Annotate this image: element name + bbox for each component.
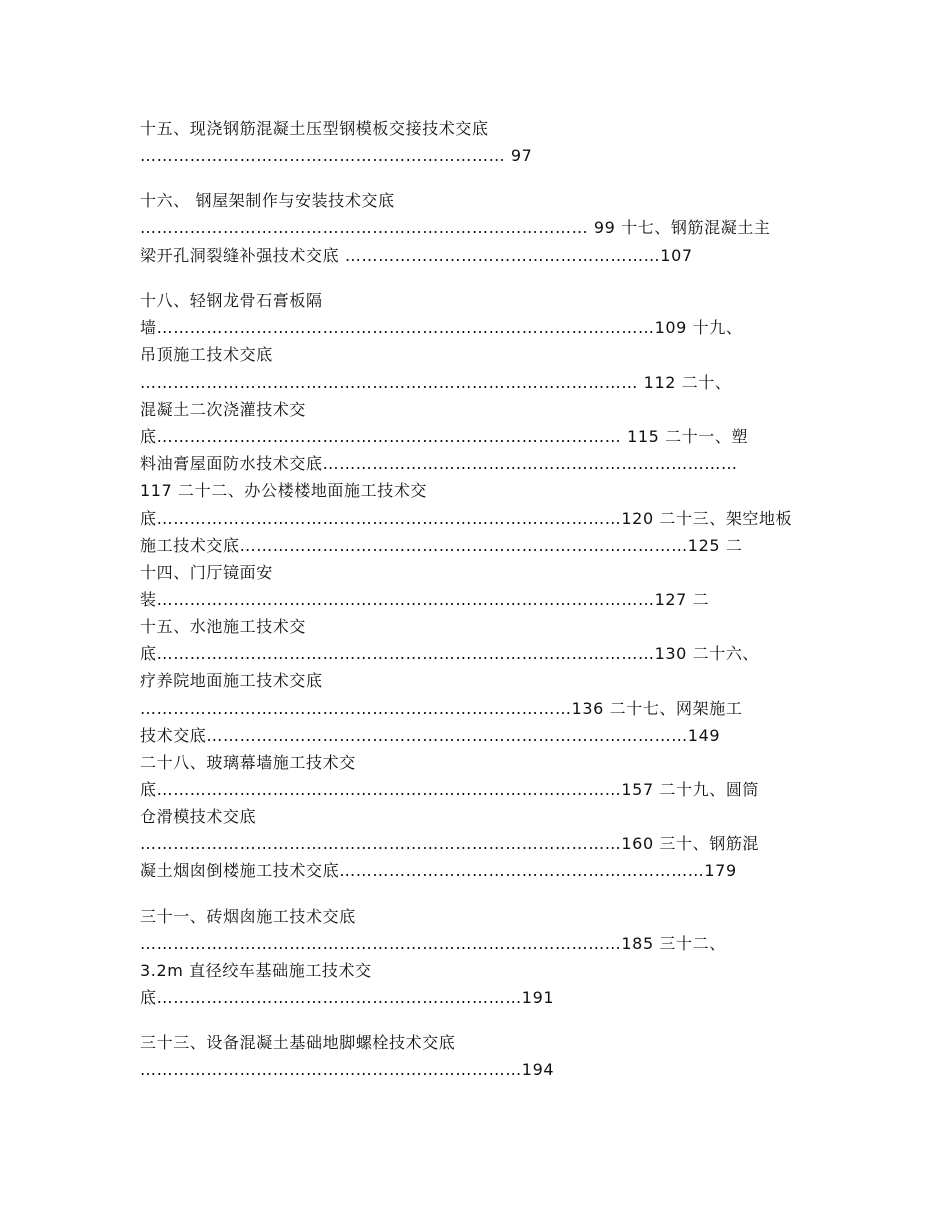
toc-line: 3.2m 直径绞车基础施工技术交 [140,961,372,980]
toc-line: 三十一、砖烟囱施工技术交底 [140,907,356,926]
toc-line: 梁开孔洞裂缝补强技术交底 …………………………………………………107 [140,246,693,265]
toc-line: 施工技术交底………………………………………………………………………125 二 [140,536,743,555]
toc-line: 底………………………………………………………………………… 115 二十一、塑 [140,427,749,446]
toc-line: 底…………………………………………………………………………157 二十九、圆筒 [140,780,760,799]
toc-line: ……………………………………………………………………… 99 十七、钢筋混凝土主 [140,218,771,237]
toc-line: 技术交底……………………………………………………………………………149 [140,726,721,745]
toc-line: 凝土烟囱倒楼施工技术交底…………………………………………………………179 [140,861,737,880]
toc-line: ……………………………………………………………………………… 112 二十、 [140,373,732,392]
toc-line: ………………………………………………………… 97 [140,146,533,165]
toc-line: ……………………………………………………………………136 二十七、网架施工 [140,699,743,718]
toc-line: 混凝土二次浇灌技术交 [140,400,307,419]
toc-line: 装………………………………………………………………………………127 二 [140,590,710,609]
toc-line: 底………………………………………………………………………………130 二十六、 [140,644,760,663]
toc-line: 底…………………………………………………………………………120 二十三、架空地板 [140,509,793,528]
toc-line: 117 二十二、办公楼楼地面施工技术交 [140,481,428,500]
toc-line: ……………………………………………………………194 [140,1060,555,1079]
toc-line: 十六、 钢屋架制作与安装技术交底 [140,191,395,210]
toc-line: 十五、水池施工技术交 [140,617,307,636]
toc-line: 十四、门厅镜面安 [140,563,273,582]
toc-line: 疗养院地面施工技术交底 [140,671,323,690]
toc-line: 吊顶施工技术交底 [140,345,273,364]
toc-line: 十五、现浇钢筋混凝土压型钢模板交接技术交底 [140,119,489,138]
toc-line: ……………………………………………………………………………160 三十、钢筋混 [140,834,760,853]
toc-line: 墙………………………………………………………………………………109 十九、 [140,318,743,337]
toc-line: 二十八、玻璃幕墙施工技术交 [140,753,356,772]
toc-line: ……………………………………………………………………………185 三十二、 [140,934,726,953]
toc-line: 仓滑模技术交底 [140,807,257,826]
toc-line: 料油膏屋面防水技术交底………………………………………………………………… [140,454,738,473]
toc-line: 三十三、设备混凝土基础地脚螺栓技术交底 [140,1033,456,1052]
toc-line: 十八、轻钢龙骨石膏板隔 [140,291,323,310]
toc-line: 底…………………………………………………………191 [140,988,555,1007]
